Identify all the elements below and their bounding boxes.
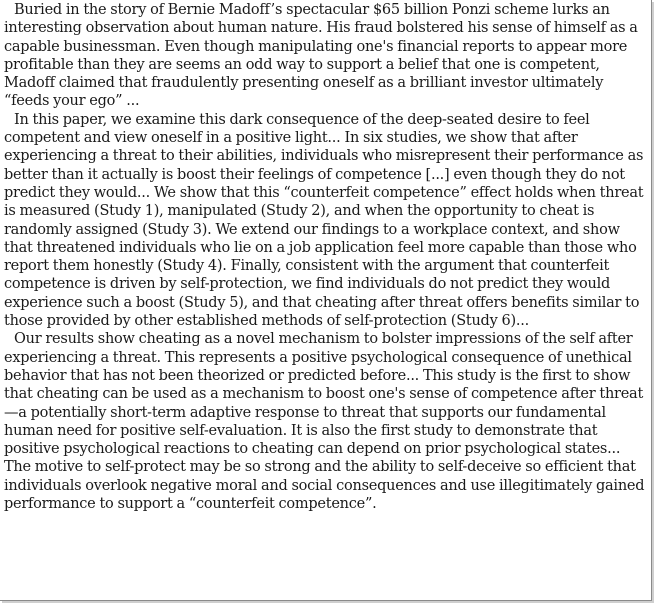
paragraph-studies-summary: In this paper, we examine this dark consequence of the deep-seated desire to feel competent and view oneself in a positive light... In six studies, we show that after experiencing a threat to their abilities, individuals who misrepresent their performance as better than it actually is boost their feelings of competence [...] even though they do not predict they would... We show that this “counterfeit competence” effect holds when threat is measured (Study 1), manipulated (Study 2), and when the opportunity to cheat is randomly assigned (Study 3). We extend our findings to a workplace context, and show that threatened individuals who lie on a job application feel more capable than those who report them honestly (Study 4). Finally, consistent with the argument that counterfeit competence is driven by self-protection, we find individuals do not predict they would experience such a boost (Study 5), and that cheating after threat offers benefits similar to those provided by other established methods of self-protection (Study 6)... (4, 111, 644, 330)
document-text (4, 1, 650, 513)
paragraph-madoff-intro: Buried in the story of Bernie Madoff’s spectacular $65 billion Ponzi scheme lurks an interesting observation about human nature. His fraud bolstered his sense of himself as a capable businessman. Even though manipulating one's financial reports to appear more profitable than they are seems an odd way to support a belief that one is competent, Madoff claimed that fraudulently presenting oneself as a brilliant investor ultimately “feeds your ego” ... (4, 2, 638, 110)
paragraph-results-conclusion: Our results show cheating as a novel mechanism to bolster impressions of the self after experiencing a threat. This represents a positive psychological consequence of unethical behavior that has not been theorized or predicted before... This study is the first to show that cheating can be used as a mechanism to boost one's sense of competence after threat—a potentially short-term adaptive response to threat that supports our fundamental human need for positive self-evaluation. It is also the first study to demonstrate that positive psychological reactions to cheating can depend on prior psychological states... The motive to self-protect may be so strong and the ability to self-deceive so efficient that individuals overlook negative moral and social consequences and use illegitimately gained performance to support a “counterfeit competence”. (4, 331, 645, 513)
